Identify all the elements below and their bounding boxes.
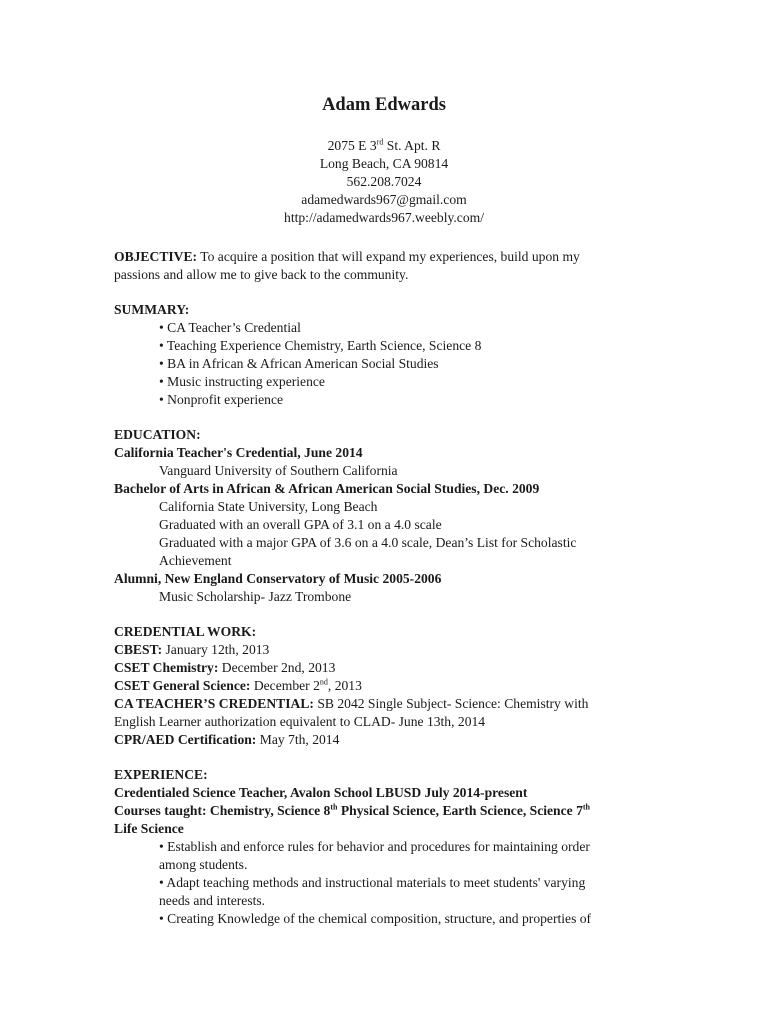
courses-row xyxy=(114,802,644,820)
cpr-row xyxy=(114,731,644,749)
resume-header xyxy=(0,94,768,227)
ca-credential-row xyxy=(114,695,644,713)
objective-text-1: To acquire a position that will expand my experiences, build upon my xyxy=(197,249,580,264)
address-line xyxy=(0,137,768,155)
website-line: http://adamedwards967.weebly.com/ xyxy=(284,210,484,225)
experience-section xyxy=(114,766,644,928)
cbest-label: CBEST: xyxy=(114,642,163,657)
email-line: adamedwards967@gmail.com xyxy=(301,192,467,207)
experience-bullet: • Creating Knowledge of the chemical composition, structure, and properties of xyxy=(159,911,592,926)
cset-chemistry-value: December 2nd, 2013 xyxy=(218,660,336,675)
address-sup: rd xyxy=(376,137,384,147)
ca-credential-value-1: SB 2042 Single Subject- Science: Chemistry with xyxy=(313,696,589,711)
credential-section xyxy=(114,623,644,749)
education-entry-title: Bachelor of Arts in African & African American Social Studies, Dec. 2009 xyxy=(114,481,540,496)
experience-bullet-cont: needs and interests. xyxy=(159,893,266,908)
cset-general-value-pre: December 2 xyxy=(250,678,320,693)
address-pre: 2075 E 3 xyxy=(327,138,377,153)
summary-item: • BA in African & African American Social Studies xyxy=(159,356,439,371)
experience-bullet: • Establish and enforce rules for behavior and procedures for maintaining order xyxy=(159,839,590,854)
summary-item: • Teaching Experience Chemistry, Earth Science, Science 8 xyxy=(159,338,482,353)
education-section xyxy=(114,426,644,606)
courses-pre: Courses taught: Chemistry, Science 8 xyxy=(114,803,331,818)
candidate-name: Adam Edwards xyxy=(322,95,446,115)
resume-body xyxy=(114,248,644,945)
summary-section xyxy=(114,301,644,409)
courses-sup-1: th xyxy=(330,802,338,812)
education-entry-title: Alumni, New England Conservatory of Music 2005-2006 xyxy=(114,571,442,586)
phone-line: 562.208.7024 xyxy=(346,174,422,189)
courses-sup-2: th xyxy=(582,802,591,812)
cset-general-value-post: , 2013 xyxy=(327,678,362,693)
cpr-value: May 7th, 2014 xyxy=(256,732,340,747)
ca-credential-label: CA TEACHER’S CREDENTIAL: xyxy=(114,696,314,711)
courses-mid: Physical Science, Earth Science, Science 7 xyxy=(337,803,583,818)
summary-label: SUMMARY: xyxy=(114,302,190,317)
education-entry-line: California State University, Long Beach xyxy=(159,499,378,514)
summary-item: • CA Teacher’s Credential xyxy=(159,320,301,335)
cset-general-label: CSET General Science: xyxy=(114,678,251,693)
education-entry-line: Music Scholarship- Jazz Trombone xyxy=(159,589,352,604)
experience-bullet: • Adapt teaching methods and instructional materials to meet students' varying xyxy=(159,875,586,890)
address-post: St. Apt. R xyxy=(383,138,441,153)
education-entry-line: Achievement xyxy=(159,553,232,568)
cset-general-row xyxy=(114,677,644,695)
courses-row-2: Life Science xyxy=(114,821,184,836)
cbest-value: January 12th, 2013 xyxy=(162,642,270,657)
experience-label: EXPERIENCE: xyxy=(114,767,208,782)
cset-chemistry-row xyxy=(114,659,644,677)
job-title: Credentialed Science Teacher, Avalon School LBUSD July 2014-present xyxy=(114,785,528,800)
objective-label: OBJECTIVE: xyxy=(114,249,198,264)
cset-chemistry-label: CSET Chemistry: xyxy=(114,660,219,675)
summary-item: • Music instructing experience xyxy=(159,374,325,389)
experience-bullet-cont: among students. xyxy=(159,857,248,872)
summary-item: • Nonprofit experience xyxy=(159,392,284,407)
cset-general-value-sup: nd xyxy=(319,677,328,687)
objective-text-2: passions and allow me to give back to the community. xyxy=(114,267,409,282)
ca-credential-value-2: English Learner authorization equivalent to CLAD- June 13th, 2014 xyxy=(114,714,486,729)
education-entry-line: Graduated with an overall GPA of 3.1 on a 4.0 scale xyxy=(159,517,442,532)
objective-section xyxy=(114,248,644,284)
education-label: EDUCATION: xyxy=(114,427,201,442)
education-entry-line: Vanguard University of Southern California xyxy=(159,463,398,478)
education-entry-title: California Teacher's Credential, June 2014 xyxy=(114,445,363,460)
education-entry-line: Graduated with a major GPA of 3.6 on a 4.0 scale, Dean’s List for Scholastic xyxy=(159,535,577,550)
credential-label: CREDENTIAL WORK: xyxy=(114,624,257,639)
city-line: Long Beach, CA 90814 xyxy=(319,156,449,171)
cpr-label: CPR/AED Certification: xyxy=(114,732,257,747)
cbest-row xyxy=(114,641,644,659)
